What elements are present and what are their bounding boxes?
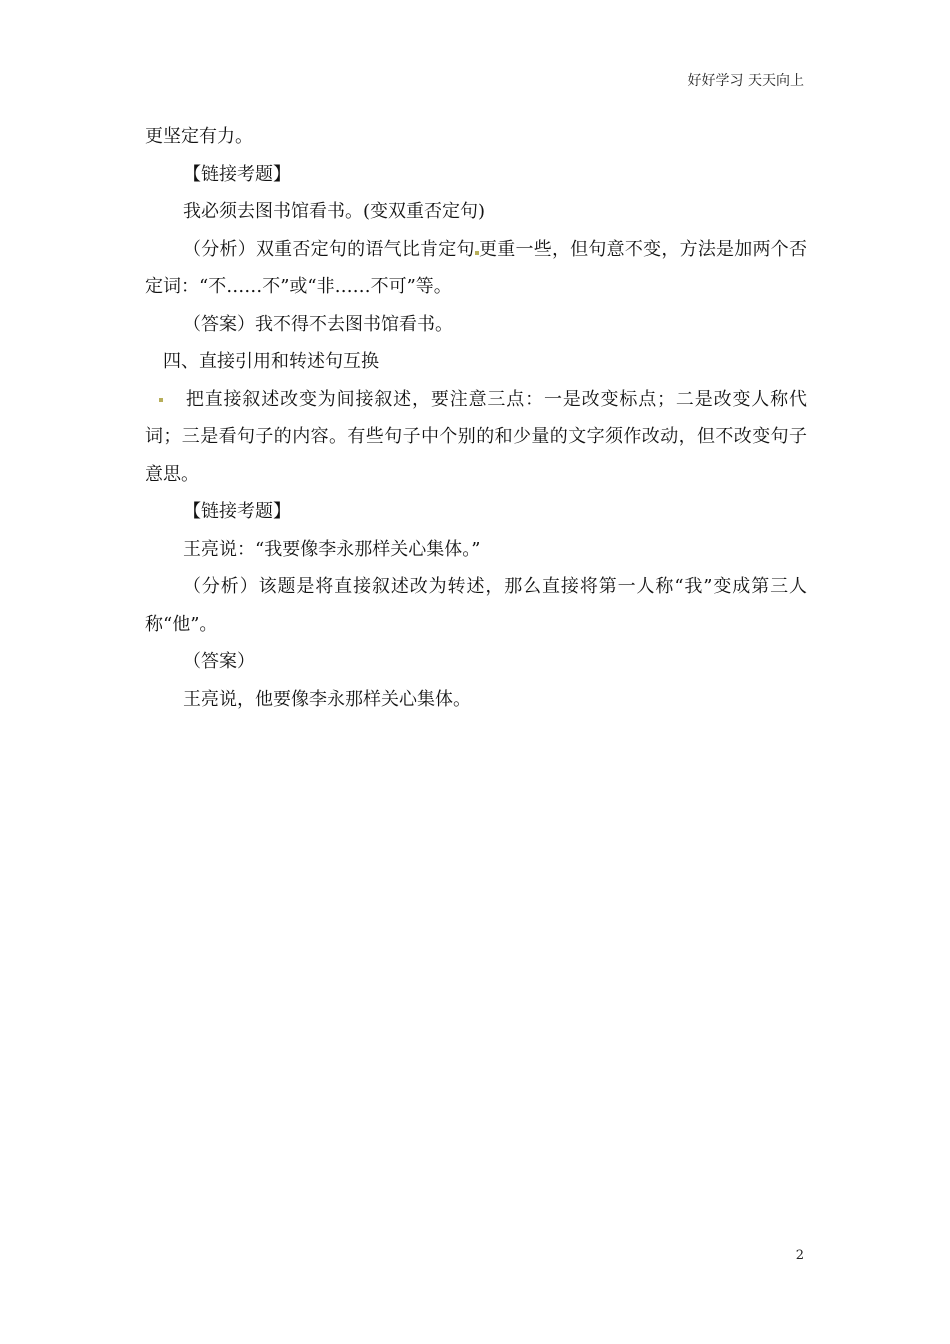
explanation-paragraph xyxy=(145,381,807,494)
paragraph-1: 更坚定有力。 xyxy=(145,126,253,147)
page-number: 2 xyxy=(795,1248,804,1263)
answer-text: 王亮说，他要像李永那样关心集体。 xyxy=(183,688,471,710)
margin-mark-icon xyxy=(159,398,163,402)
analysis-paragraph-2: （分析）该题是将直接叙述改为转述，那么直接将第一人称“我”变成第三人称“他”。 xyxy=(145,576,807,635)
analysis-paragraph xyxy=(145,231,807,306)
explanation-text: 把直接叙述改变为间接叙述，要注意三点：一是改变标点；二是改变人称代词；三是看句子的内容。有些句子中个别的和少量的文字须作改动，但不改变句子意思。 xyxy=(145,388,807,485)
question-text: 我必须去图书馆看书。(变双重否定句) xyxy=(183,201,486,222)
page-header: 好好学习 天天向上 xyxy=(687,73,804,89)
question-text-2: 王亮说：“我要像李永那样关心集体。” xyxy=(183,538,481,560)
document-body xyxy=(145,118,807,718)
analysis-text-part-1: （分析）双重否定句的语气比肯定句 xyxy=(183,238,475,260)
section-heading-4: 四、直接引用和转述句互换 xyxy=(163,351,379,372)
answer-paragraph: （答案）我不得不去图书馆看书。 xyxy=(183,313,453,335)
section-heading-link-question-2: 【链接考题】 xyxy=(183,501,291,522)
analysis-text-part-2: 更重一些，但句意不变，方法是加两个否定词：“不……不”或“非……不可”等。 xyxy=(145,238,807,297)
section-heading-link-question: 【链接考题】 xyxy=(183,163,291,185)
answer-label: （答案） xyxy=(183,651,255,672)
